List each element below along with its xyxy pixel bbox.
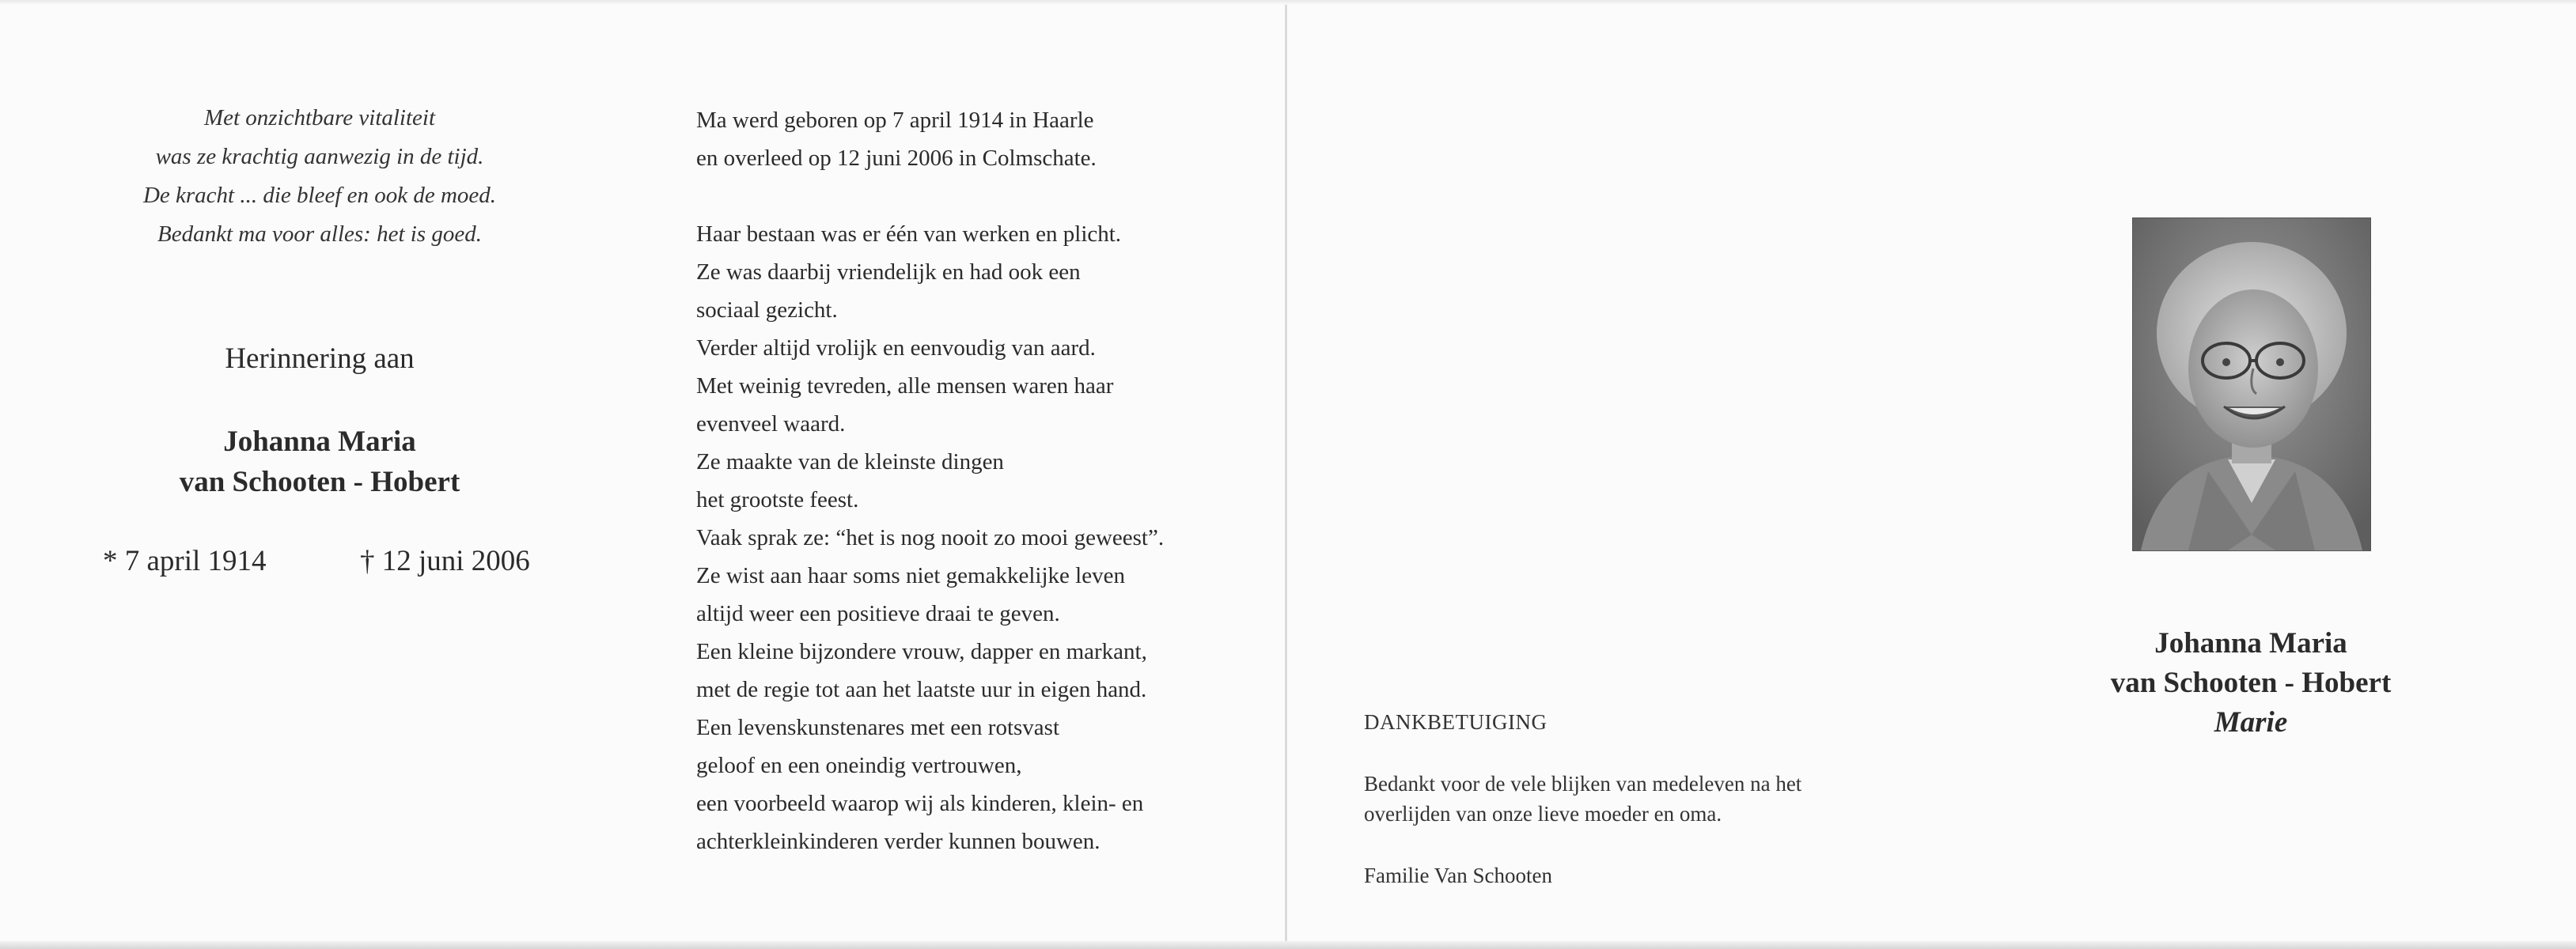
birth-date: * 7 april 1914 <box>103 545 267 577</box>
poem-line: Met onzichtbare vitaliteit <box>203 105 436 130</box>
biography-line: een voorbeeld waarop wij als kinderen, klein- en <box>696 791 1144 816</box>
thanks-message <box>1364 769 1801 829</box>
poem-line: was ze krachtig aanwezig in de tijd. <box>155 144 484 169</box>
biography-line: achterkleinkinderen verder kunnen bouwen. <box>696 829 1100 854</box>
biography-line: het grootste feest. <box>696 487 859 512</box>
biography-line: Vaak sprak ze: “het is nog nooit zo mooi geweest”. <box>696 525 1165 550</box>
deceased-name <box>0 422 639 502</box>
thanks-line: Bedankt voor de vele blijken van medeleven na het <box>1364 772 1802 796</box>
thanks-heading: DANKBETUIGING <box>1364 710 1547 734</box>
biography-text <box>696 101 1164 860</box>
portrait-photo <box>2132 217 2371 551</box>
biography-line: Een kleine bijzondere vrouw, dapper en markant, <box>696 639 1147 664</box>
card-top-edge <box>0 0 2576 5</box>
cover-nickname: Marie <box>2214 706 2288 739</box>
cover-name-line1: Johanna Maria <box>2154 627 2347 660</box>
poem-line: Bedankt ma voor alles: het is goed. <box>157 221 482 247</box>
biography-line: sociaal gezicht. <box>696 297 838 323</box>
biography-line: Ma werd geboren op 7 april 1914 in Haarle <box>696 108 1094 133</box>
memorial-poem <box>0 99 639 254</box>
card-bottom-edge <box>0 941 2576 949</box>
biography-line: Met weinig tevreden, alle mensen waren haar <box>696 373 1114 399</box>
cover-name-line2: van Schooten - Hobert <box>2110 667 2392 699</box>
biography-line: evenveel waard. <box>696 411 846 437</box>
portrait-photo-icon <box>2133 218 2370 550</box>
cover-name <box>1926 624 2576 743</box>
biography-line: Een levenskunstenares met een rotsvast <box>696 715 1060 740</box>
death-date: † 12 juni 2006 <box>360 545 530 577</box>
biography-line: Haar bestaan was er één van werken en plicht. <box>696 221 1122 247</box>
biography-line: met de regie tot aan het laatste uur in eigen hand. <box>696 677 1147 702</box>
biography-line: altijd weer een positieve draai te geven. <box>696 601 1060 626</box>
biography-line: geloof en een oneindig vertrouwen, <box>696 753 1022 778</box>
remembrance-heading: Herinnering aan <box>225 342 415 375</box>
biography-line: Ze maakte van de kleinste dingen <box>696 449 1004 475</box>
biography-line: Verder altijd vrolijk en eenvoudig van aard. <box>696 335 1096 361</box>
deceased-name-line1: Johanna Maria <box>223 425 416 458</box>
biography-line: en overleed op 12 juni 2006 in Colmschate. <box>696 146 1097 171</box>
deceased-name-line2: van Schooten - Hobert <box>179 466 460 498</box>
thanks-line: overlijden van onze lieve moeder en oma. <box>1364 802 1722 826</box>
poem-line: De kracht ... die bleef en ook de moed. <box>142 183 497 208</box>
biography-line: Ze wist aan haar soms niet gemakkelijke leven <box>696 563 1125 588</box>
biography-line: Ze was daarbij vriendelijk en had ook een <box>696 259 1081 285</box>
thanks-signature: Familie Van Schooten <box>1364 864 1552 887</box>
card-fold-line <box>1285 0 1287 949</box>
paragraph-gap <box>696 177 1164 215</box>
